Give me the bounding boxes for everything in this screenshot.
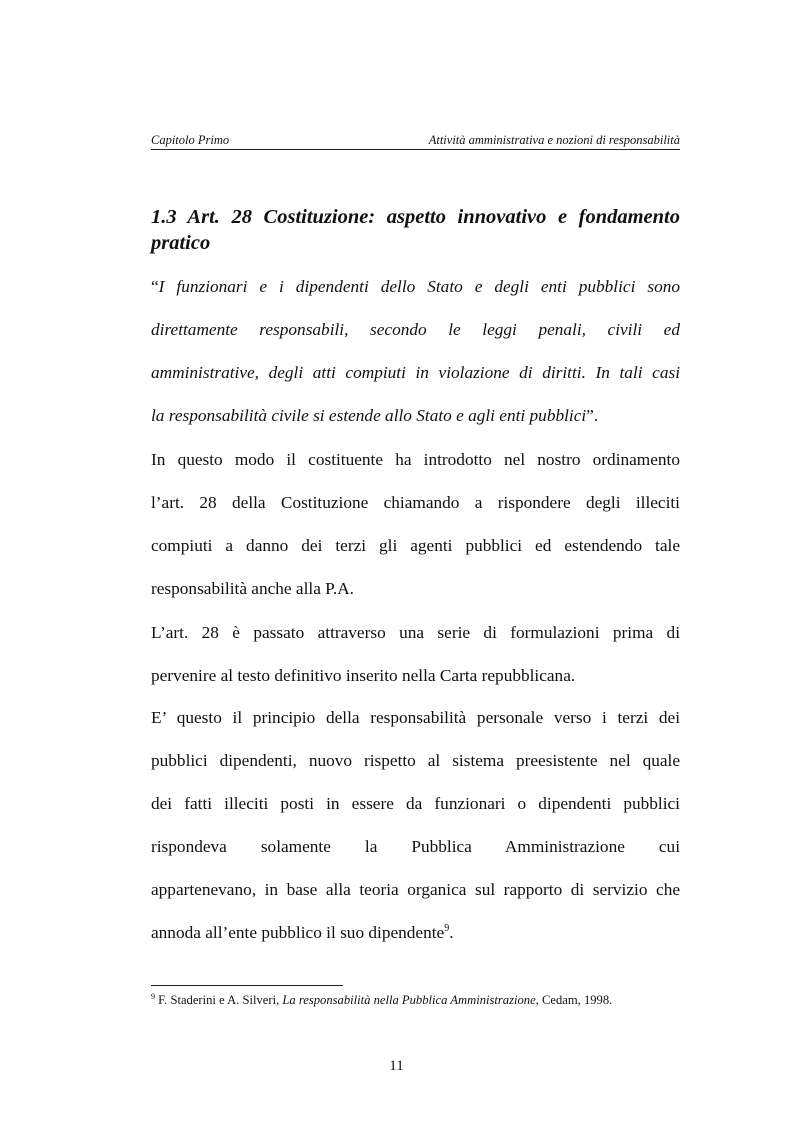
body-line: l’art. 28 della Costituzione chiamando a rispondere degli illeciti — [151, 493, 680, 512]
body-line: pervenire al testo definitivo inserito nella Carta repubblicana. — [151, 666, 576, 685]
page-number: 11 — [389, 1058, 404, 1074]
quote-text: I funzionari e i dipendenti dello Stato e degli enti pubblici sono — [158, 277, 680, 296]
body-line: pubblici dipendenti, nuovo rispetto al sistema preesistente nel quale — [151, 751, 680, 770]
quote-open-mark: “ — [151, 277, 159, 296]
quote-close-mark: ”. — [586, 406, 599, 425]
quote-text: la responsabilità civile si estende allo Stato e agli enti pubblici — [151, 406, 587, 425]
header-chapter-title: Attività amministrativa e nozioni di responsabilità — [428, 133, 680, 147]
header-chapter: Capitolo Primo — [151, 133, 230, 147]
body-line: appartenevano, in base alla teoria organica sul rapporto di servizio che — [151, 880, 680, 899]
footnote-reference[interactable]: 9 — [444, 923, 450, 935]
section-title: 1.3 Art. 28 Costituzione: aspetto innovativo e fondamento pratico — [151, 206, 680, 254]
footnote-book-title: La responsabilità nella Pubblica Amministrazione — [282, 993, 536, 1007]
quote-line — [151, 405, 680, 427]
quote-line: amministrative, degli atti compiuti in violazione di diritti. In tali casi — [151, 363, 680, 382]
running-header — [151, 133, 680, 150]
footnote-authors: F. Staderini e A. Silveri, — [158, 993, 283, 1007]
quote-line — [151, 276, 680, 298]
footnote-divider — [151, 985, 343, 986]
body-line: L’art. 28 è passato attraverso una serie di formulazioni prima di — [151, 623, 680, 642]
body-line: In questo modo il costituente ha introdotto nel nostro ordinamento — [151, 450, 680, 469]
body-line: rispondeva solamente la Pubblica Amministrazione cui — [151, 837, 680, 856]
body-text: annoda all’ente pubblico il suo dipendente — [151, 923, 445, 942]
body-line: compiuti a danno dei terzi gli agenti pubblici ed estendendo tale — [151, 536, 680, 555]
body-end-punctuation: . — [449, 923, 454, 942]
body-line: E’ questo il principio della responsabilità personale verso i terzi dei — [151, 708, 680, 727]
body-line: dei fatti illeciti posti in essere da funzionari o dipendenti pubblici — [151, 794, 680, 813]
footnote-publisher: , Cedam, 1998. — [535, 993, 613, 1007]
footnote-number: 9 — [151, 991, 155, 1001]
footnote — [151, 992, 691, 1008]
body-line: responsabilità anche alla P.A. — [151, 579, 354, 598]
body-line — [151, 922, 680, 944]
quote-line: direttamente responsabili, secondo le leggi penali, civili ed — [151, 320, 680, 339]
